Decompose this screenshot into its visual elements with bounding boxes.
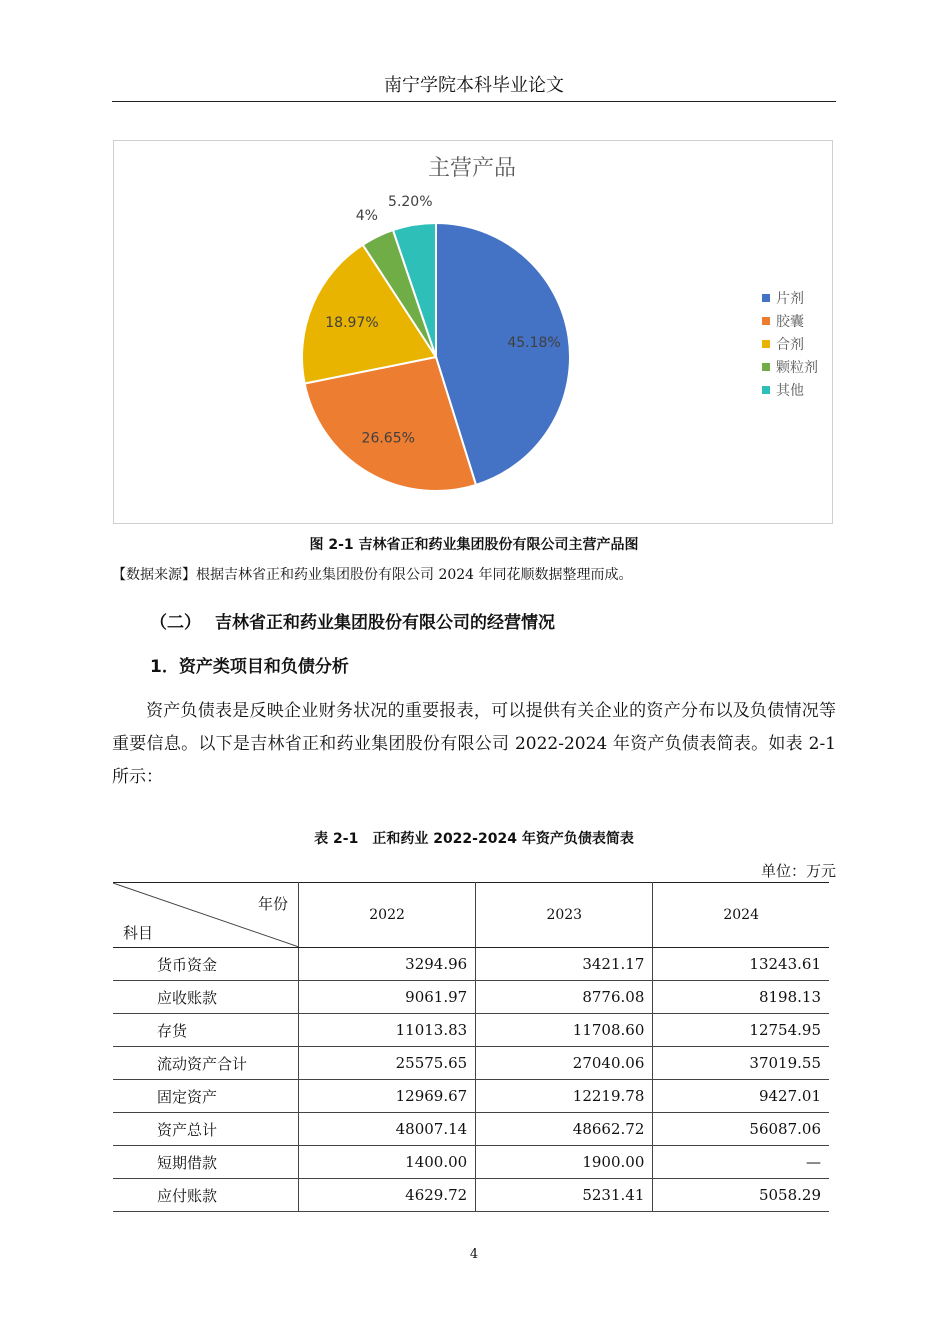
slice-data-label: 26.65% [361,430,415,447]
legend-label: 颗粒剂 [776,360,818,376]
table-row [113,1146,829,1179]
data-source-note: 【数据来源】根据吉林省正和药业集团股份有限公司 2024 年同花顺数据整理而成。 [112,567,633,583]
row-item: 存货 [113,1014,299,1047]
slice-data-label: 18.97% [325,314,379,331]
table-row [113,1080,829,1113]
legend-label: 片剂 [776,291,804,307]
row-value: 5231.41 [476,1179,653,1212]
table-unit-note: 单位：万元 [760,862,836,880]
legend-swatch [762,363,770,371]
year-header: 2024 [653,883,829,948]
row-item: 短期借款 [113,1146,299,1179]
row-value: 25575.65 [299,1047,476,1080]
legend-label: 胶囊 [776,314,804,330]
row-value: 48007.14 [299,1113,476,1146]
section-heading [150,608,555,633]
row-value: 37019.55 [653,1047,829,1080]
table-caption [112,828,836,848]
pie-chart [114,141,834,525]
corner-label-year: 年份 [257,895,288,913]
row-value: 8198.13 [653,981,829,1014]
balance-sheet-table [113,882,829,1212]
row-value: 9061.97 [299,981,476,1014]
year-header: 2023 [476,883,653,948]
legend-swatch [762,317,770,325]
row-item: 应付账款 [113,1179,299,1212]
row-value: 3421.17 [476,948,653,981]
table-row [113,1047,829,1080]
row-value: 4629.72 [299,1179,476,1212]
table-row [113,948,829,981]
table-row [113,1014,829,1047]
row-value: 3294.96 [299,948,476,981]
section-number: （二） [150,613,201,633]
year-header: 2022 [299,883,476,948]
row-item: 流动资产合计 [113,1047,299,1080]
row-value: 12754.95 [653,1014,829,1047]
table-header-row [113,883,829,948]
row-item: 货币资金 [113,948,299,981]
section-title: 吉林省正和药业集团股份有限公司的经营情况 [215,613,555,633]
row-value: 56087.06 [653,1113,829,1146]
legend-swatch [762,340,770,348]
subsection-heading: 1．资产类项目和负债分析 [150,657,349,677]
row-value: 9427.01 [653,1080,829,1113]
table-corner-cell [113,883,299,948]
row-value: 5058.29 [653,1179,829,1212]
slice-data-label: 45.18% [507,335,561,352]
body-paragraph: 资产负债表是反映企业财务状况的重要报表，可以提供有关企业的资产分布以及负债情况等重要信息。以下是吉林省正和药业集团股份有限公司 2022-2024 年资产负债表简表。如表 2-1 所示： [112,701,836,787]
legend-swatch [762,294,770,302]
row-value: 11708.60 [476,1014,653,1047]
row-value: 27040.06 [476,1047,653,1080]
row-value: 8776.08 [476,981,653,1014]
legend-label: 合剂 [776,337,804,353]
slice-data-label: 4% [355,207,378,224]
header-rule [112,101,836,102]
table-row [113,1113,829,1146]
pie-chart-frame [113,140,833,524]
row-value: 13243.61 [653,948,829,981]
table-caption-title: 正和药业 2022-2024 年资产负债表简表 [372,831,634,847]
slice-data-label: 5.20% [388,193,433,210]
row-value: 12969.67 [299,1080,476,1113]
row-item: 应收账款 [113,981,299,1014]
legend-label: 其他 [776,383,804,399]
page-number: 4 [469,1247,479,1262]
table-caption-number: 表 2-1 [314,831,359,847]
corner-label-item: 科目 [123,924,154,942]
row-item: 资产总计 [113,1113,299,1146]
table-row [113,1179,829,1212]
running-header: 南宁学院本科毕业论文 [384,75,564,96]
row-item: 固定资产 [113,1080,299,1113]
chart-title: 主营产品 [427,156,517,181]
table-row [113,981,829,1014]
row-value: 1400.00 [299,1146,476,1179]
figure-caption: 图 2-1 吉林省正和药业集团股份有限公司主营产品图 [309,537,639,553]
row-value: 1900.00 [476,1146,653,1179]
row-value: 12219.78 [476,1080,653,1113]
legend-swatch [762,386,770,394]
row-value: 11013.83 [299,1014,476,1047]
row-value: — [653,1146,829,1179]
row-value: 48662.72 [476,1113,653,1146]
